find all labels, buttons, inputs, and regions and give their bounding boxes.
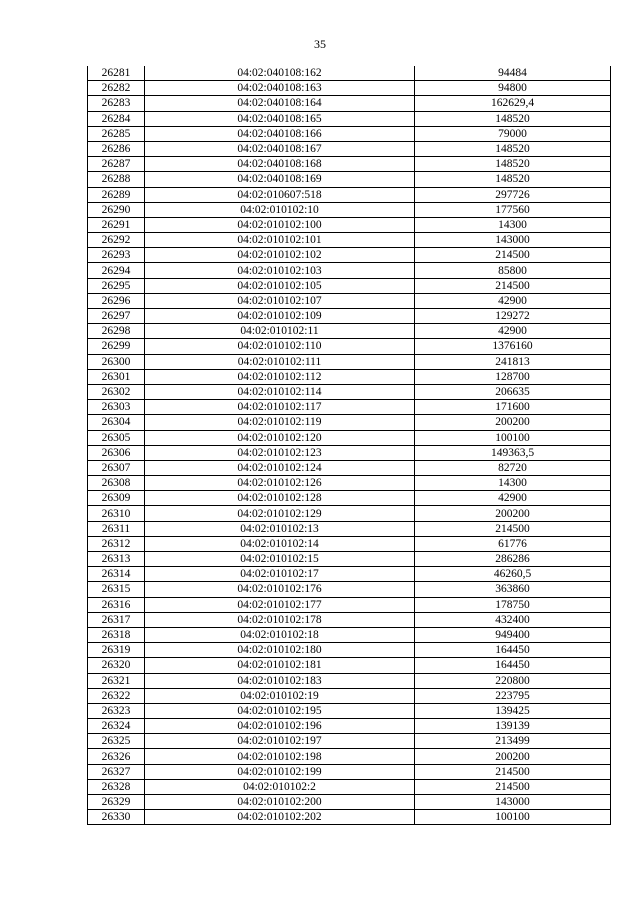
table-row — [88, 552, 611, 567]
row-number-cell: 26285 — [88, 126, 145, 141]
value-cell: 94484 — [415, 66, 611, 81]
row-number-cell: 26321 — [88, 673, 145, 688]
value-cell: 1376160 — [415, 339, 611, 354]
value-cell: 129272 — [415, 309, 611, 324]
cadastral-number-cell: 04:02:010102:107 — [145, 293, 415, 308]
row-number-cell: 26329 — [88, 795, 145, 810]
row-number-cell: 26300 — [88, 354, 145, 369]
cadastral-number-cell: 04:02:010102:17 — [145, 567, 415, 582]
row-number-cell: 26304 — [88, 415, 145, 430]
value-cell: 139425 — [415, 703, 611, 718]
row-number-cell: 26303 — [88, 400, 145, 415]
row-number-cell: 26330 — [88, 810, 145, 825]
value-cell: 143000 — [415, 795, 611, 810]
table-row — [88, 688, 611, 703]
table-row — [88, 460, 611, 475]
table-row — [88, 658, 611, 673]
row-number-cell: 26290 — [88, 202, 145, 217]
cadastral-number-cell: 04:02:040108:164 — [145, 96, 415, 111]
cadastral-number-cell: 04:02:010102:109 — [145, 309, 415, 324]
value-cell: 46260,5 — [415, 567, 611, 582]
cadastral-number-cell: 04:02:010102:100 — [145, 217, 415, 232]
cadastral-number-cell: 04:02:010102:102 — [145, 248, 415, 263]
value-cell: 363860 — [415, 582, 611, 597]
row-number-cell: 26298 — [88, 324, 145, 339]
value-cell: 286286 — [415, 552, 611, 567]
table-row — [88, 309, 611, 324]
cadastral-number-cell: 04:02:010102:112 — [145, 369, 415, 384]
row-number-cell: 26293 — [88, 248, 145, 263]
cadastral-number-cell: 04:02:010102:200 — [145, 795, 415, 810]
table-row — [88, 172, 611, 187]
table-row — [88, 263, 611, 278]
cadastral-number-cell: 04:02:040108:163 — [145, 81, 415, 96]
cadastral-number-cell: 04:02:010102:15 — [145, 552, 415, 567]
value-cell: 297726 — [415, 187, 611, 202]
row-number-cell: 26309 — [88, 491, 145, 506]
row-number-cell: 26327 — [88, 764, 145, 779]
cadastral-number-cell: 04:02:010102:120 — [145, 430, 415, 445]
value-cell: 200200 — [415, 415, 611, 430]
row-number-cell: 26284 — [88, 111, 145, 126]
cadastral-number-cell: 04:02:010102:105 — [145, 278, 415, 293]
cadastral-number-cell: 04:02:010102:124 — [145, 460, 415, 475]
value-cell: 149363,5 — [415, 445, 611, 460]
value-cell: 178750 — [415, 597, 611, 612]
table-body — [88, 66, 611, 825]
table-row — [88, 111, 611, 126]
cadastral-number-cell: 04:02:040108:168 — [145, 157, 415, 172]
row-number-cell: 26302 — [88, 384, 145, 399]
value-cell: 143000 — [415, 233, 611, 248]
cadastral-table — [87, 66, 611, 825]
value-cell: 164450 — [415, 658, 611, 673]
cadastral-number-cell: 04:02:040108:167 — [145, 141, 415, 156]
value-cell: 79000 — [415, 126, 611, 141]
value-cell: 14300 — [415, 217, 611, 232]
table-row — [88, 430, 611, 445]
value-cell: 206635 — [415, 384, 611, 399]
row-number-cell: 26286 — [88, 141, 145, 156]
cadastral-number-cell: 04:02:010102:123 — [145, 445, 415, 460]
cadastral-number-cell: 04:02:010102:177 — [145, 597, 415, 612]
cadastral-number-cell: 04:02:010102:18 — [145, 627, 415, 642]
value-cell: 214500 — [415, 278, 611, 293]
row-number-cell: 26323 — [88, 703, 145, 718]
table-row — [88, 627, 611, 642]
table-row — [88, 278, 611, 293]
table-row — [88, 536, 611, 551]
cadastral-number-cell: 04:02:010102:11 — [145, 324, 415, 339]
cadastral-number-cell: 04:02:010102:126 — [145, 476, 415, 491]
row-number-cell: 26299 — [88, 339, 145, 354]
value-cell: 14300 — [415, 476, 611, 491]
page-number: 35 — [314, 37, 326, 51]
table-row — [88, 415, 611, 430]
row-number-cell: 26307 — [88, 460, 145, 475]
row-number-cell: 26296 — [88, 293, 145, 308]
row-number-cell: 26295 — [88, 278, 145, 293]
value-cell: 214500 — [415, 521, 611, 536]
cadastral-number-cell: 04:02:010102:176 — [145, 582, 415, 597]
table-row — [88, 491, 611, 506]
row-number-cell: 26289 — [88, 187, 145, 202]
value-cell: 148520 — [415, 157, 611, 172]
value-cell: 42900 — [415, 293, 611, 308]
table-row — [88, 749, 611, 764]
table-row — [88, 187, 611, 202]
row-number-cell: 26320 — [88, 658, 145, 673]
value-cell: 949400 — [415, 627, 611, 642]
table-row — [88, 719, 611, 734]
table-row — [88, 597, 611, 612]
row-number-cell: 26305 — [88, 430, 145, 445]
row-number-cell: 26316 — [88, 597, 145, 612]
cadastral-number-cell: 04:02:010102:196 — [145, 719, 415, 734]
row-number-cell: 26301 — [88, 369, 145, 384]
cadastral-number-cell: 04:02:010102:14 — [145, 536, 415, 551]
value-cell: 223795 — [415, 688, 611, 703]
row-number-cell: 26292 — [88, 233, 145, 248]
value-cell: 148520 — [415, 111, 611, 126]
table-row — [88, 339, 611, 354]
value-cell: 171600 — [415, 400, 611, 415]
row-number-cell: 26288 — [88, 172, 145, 187]
row-number-cell: 26291 — [88, 217, 145, 232]
table-row — [88, 126, 611, 141]
cadastral-number-cell: 04:02:010102:117 — [145, 400, 415, 415]
value-cell: 177560 — [415, 202, 611, 217]
cadastral-number-cell: 04:02:010102:10 — [145, 202, 415, 217]
row-number-cell: 26328 — [88, 779, 145, 794]
cadastral-number-cell: 04:02:010102:178 — [145, 612, 415, 627]
value-cell: 82720 — [415, 460, 611, 475]
value-cell: 241813 — [415, 354, 611, 369]
value-cell: 220800 — [415, 673, 611, 688]
table-row — [88, 96, 611, 111]
table-row — [88, 400, 611, 415]
cadastral-number-cell: 04:02:010102:119 — [145, 415, 415, 430]
value-cell: 100100 — [415, 430, 611, 445]
table-row — [88, 567, 611, 582]
cadastral-number-cell: 04:02:010102:111 — [145, 354, 415, 369]
table-row — [88, 582, 611, 597]
table-row — [88, 764, 611, 779]
cadastral-number-cell: 04:02:010102:103 — [145, 263, 415, 278]
cadastral-number-cell: 04:02:010102:114 — [145, 384, 415, 399]
cadastral-number-cell: 04:02:010102:101 — [145, 233, 415, 248]
value-cell: 200200 — [415, 506, 611, 521]
value-cell: 148520 — [415, 172, 611, 187]
cadastral-number-cell: 04:02:010102:198 — [145, 749, 415, 764]
table-row — [88, 248, 611, 263]
cadastral-number-cell: 04:02:010102:180 — [145, 643, 415, 658]
row-number-cell: 26282 — [88, 81, 145, 96]
cadastral-number-cell: 04:02:040108:162 — [145, 66, 415, 81]
cadastral-number-cell: 04:02:010102:202 — [145, 810, 415, 825]
row-number-cell: 26308 — [88, 476, 145, 491]
value-cell: 94800 — [415, 81, 611, 96]
value-cell: 214500 — [415, 779, 611, 794]
cadastral-number-cell: 04:02:040108:166 — [145, 126, 415, 141]
cadastral-number-cell: 04:02:010102:197 — [145, 734, 415, 749]
cadastral-number-cell: 04:02:010102:110 — [145, 339, 415, 354]
table-row — [88, 643, 611, 658]
value-cell: 214500 — [415, 248, 611, 263]
cadastral-number-cell: 04:02:010607:518 — [145, 187, 415, 202]
table-row — [88, 476, 611, 491]
row-number-cell: 26311 — [88, 521, 145, 536]
value-cell: 42900 — [415, 491, 611, 506]
row-number-cell: 26294 — [88, 263, 145, 278]
table-row — [88, 521, 611, 536]
row-number-cell: 26313 — [88, 552, 145, 567]
value-cell: 200200 — [415, 749, 611, 764]
row-number-cell: 26310 — [88, 506, 145, 521]
table-row — [88, 81, 611, 96]
row-number-cell: 26281 — [88, 66, 145, 81]
value-cell: 139139 — [415, 719, 611, 734]
cadastral-number-cell: 04:02:010102:129 — [145, 506, 415, 521]
value-cell: 214500 — [415, 764, 611, 779]
row-number-cell: 26326 — [88, 749, 145, 764]
value-cell: 61776 — [415, 536, 611, 551]
row-number-cell: 26325 — [88, 734, 145, 749]
row-number-cell: 26314 — [88, 567, 145, 582]
row-number-cell: 26315 — [88, 582, 145, 597]
table-row — [88, 703, 611, 718]
row-number-cell: 26324 — [88, 719, 145, 734]
row-number-cell: 26306 — [88, 445, 145, 460]
table-row — [88, 217, 611, 232]
table-row — [88, 141, 611, 156]
table-row — [88, 324, 611, 339]
table-row — [88, 506, 611, 521]
value-cell: 162629,4 — [415, 96, 611, 111]
cadastral-number-cell: 04:02:010102:195 — [145, 703, 415, 718]
cadastral-number-cell: 04:02:010102:19 — [145, 688, 415, 703]
cadastral-number-cell: 04:02:010102:13 — [145, 521, 415, 536]
table-row — [88, 354, 611, 369]
table-row — [88, 810, 611, 825]
row-number-cell: 26317 — [88, 612, 145, 627]
cadastral-number-cell: 04:02:040108:165 — [145, 111, 415, 126]
cadastral-number-cell: 04:02:010102:181 — [145, 658, 415, 673]
table-row — [88, 157, 611, 172]
value-cell: 164450 — [415, 643, 611, 658]
table-row — [88, 233, 611, 248]
table-row — [88, 795, 611, 810]
row-number-cell: 26297 — [88, 309, 145, 324]
table-row — [88, 384, 611, 399]
value-cell: 148520 — [415, 141, 611, 156]
table-row — [88, 445, 611, 460]
value-cell: 42900 — [415, 324, 611, 339]
table-row — [88, 612, 611, 627]
table-row — [88, 779, 611, 794]
value-cell: 128700 — [415, 369, 611, 384]
cadastral-number-cell: 04:02:010102:2 — [145, 779, 415, 794]
value-cell: 85800 — [415, 263, 611, 278]
row-number-cell: 26283 — [88, 96, 145, 111]
value-cell: 432400 — [415, 612, 611, 627]
cadastral-number-cell: 04:02:010102:128 — [145, 491, 415, 506]
table-row — [88, 673, 611, 688]
row-number-cell: 26322 — [88, 688, 145, 703]
table-row — [88, 734, 611, 749]
row-number-cell: 26318 — [88, 627, 145, 642]
value-cell: 100100 — [415, 810, 611, 825]
table-row — [88, 66, 611, 81]
cadastral-number-cell: 04:02:040108:169 — [145, 172, 415, 187]
row-number-cell: 26319 — [88, 643, 145, 658]
row-number-cell: 26287 — [88, 157, 145, 172]
cadastral-number-cell: 04:02:010102:199 — [145, 764, 415, 779]
cadastral-number-cell: 04:02:010102:183 — [145, 673, 415, 688]
row-number-cell: 26312 — [88, 536, 145, 551]
value-cell: 213499 — [415, 734, 611, 749]
table-row — [88, 202, 611, 217]
table-row — [88, 293, 611, 308]
table-row — [88, 369, 611, 384]
